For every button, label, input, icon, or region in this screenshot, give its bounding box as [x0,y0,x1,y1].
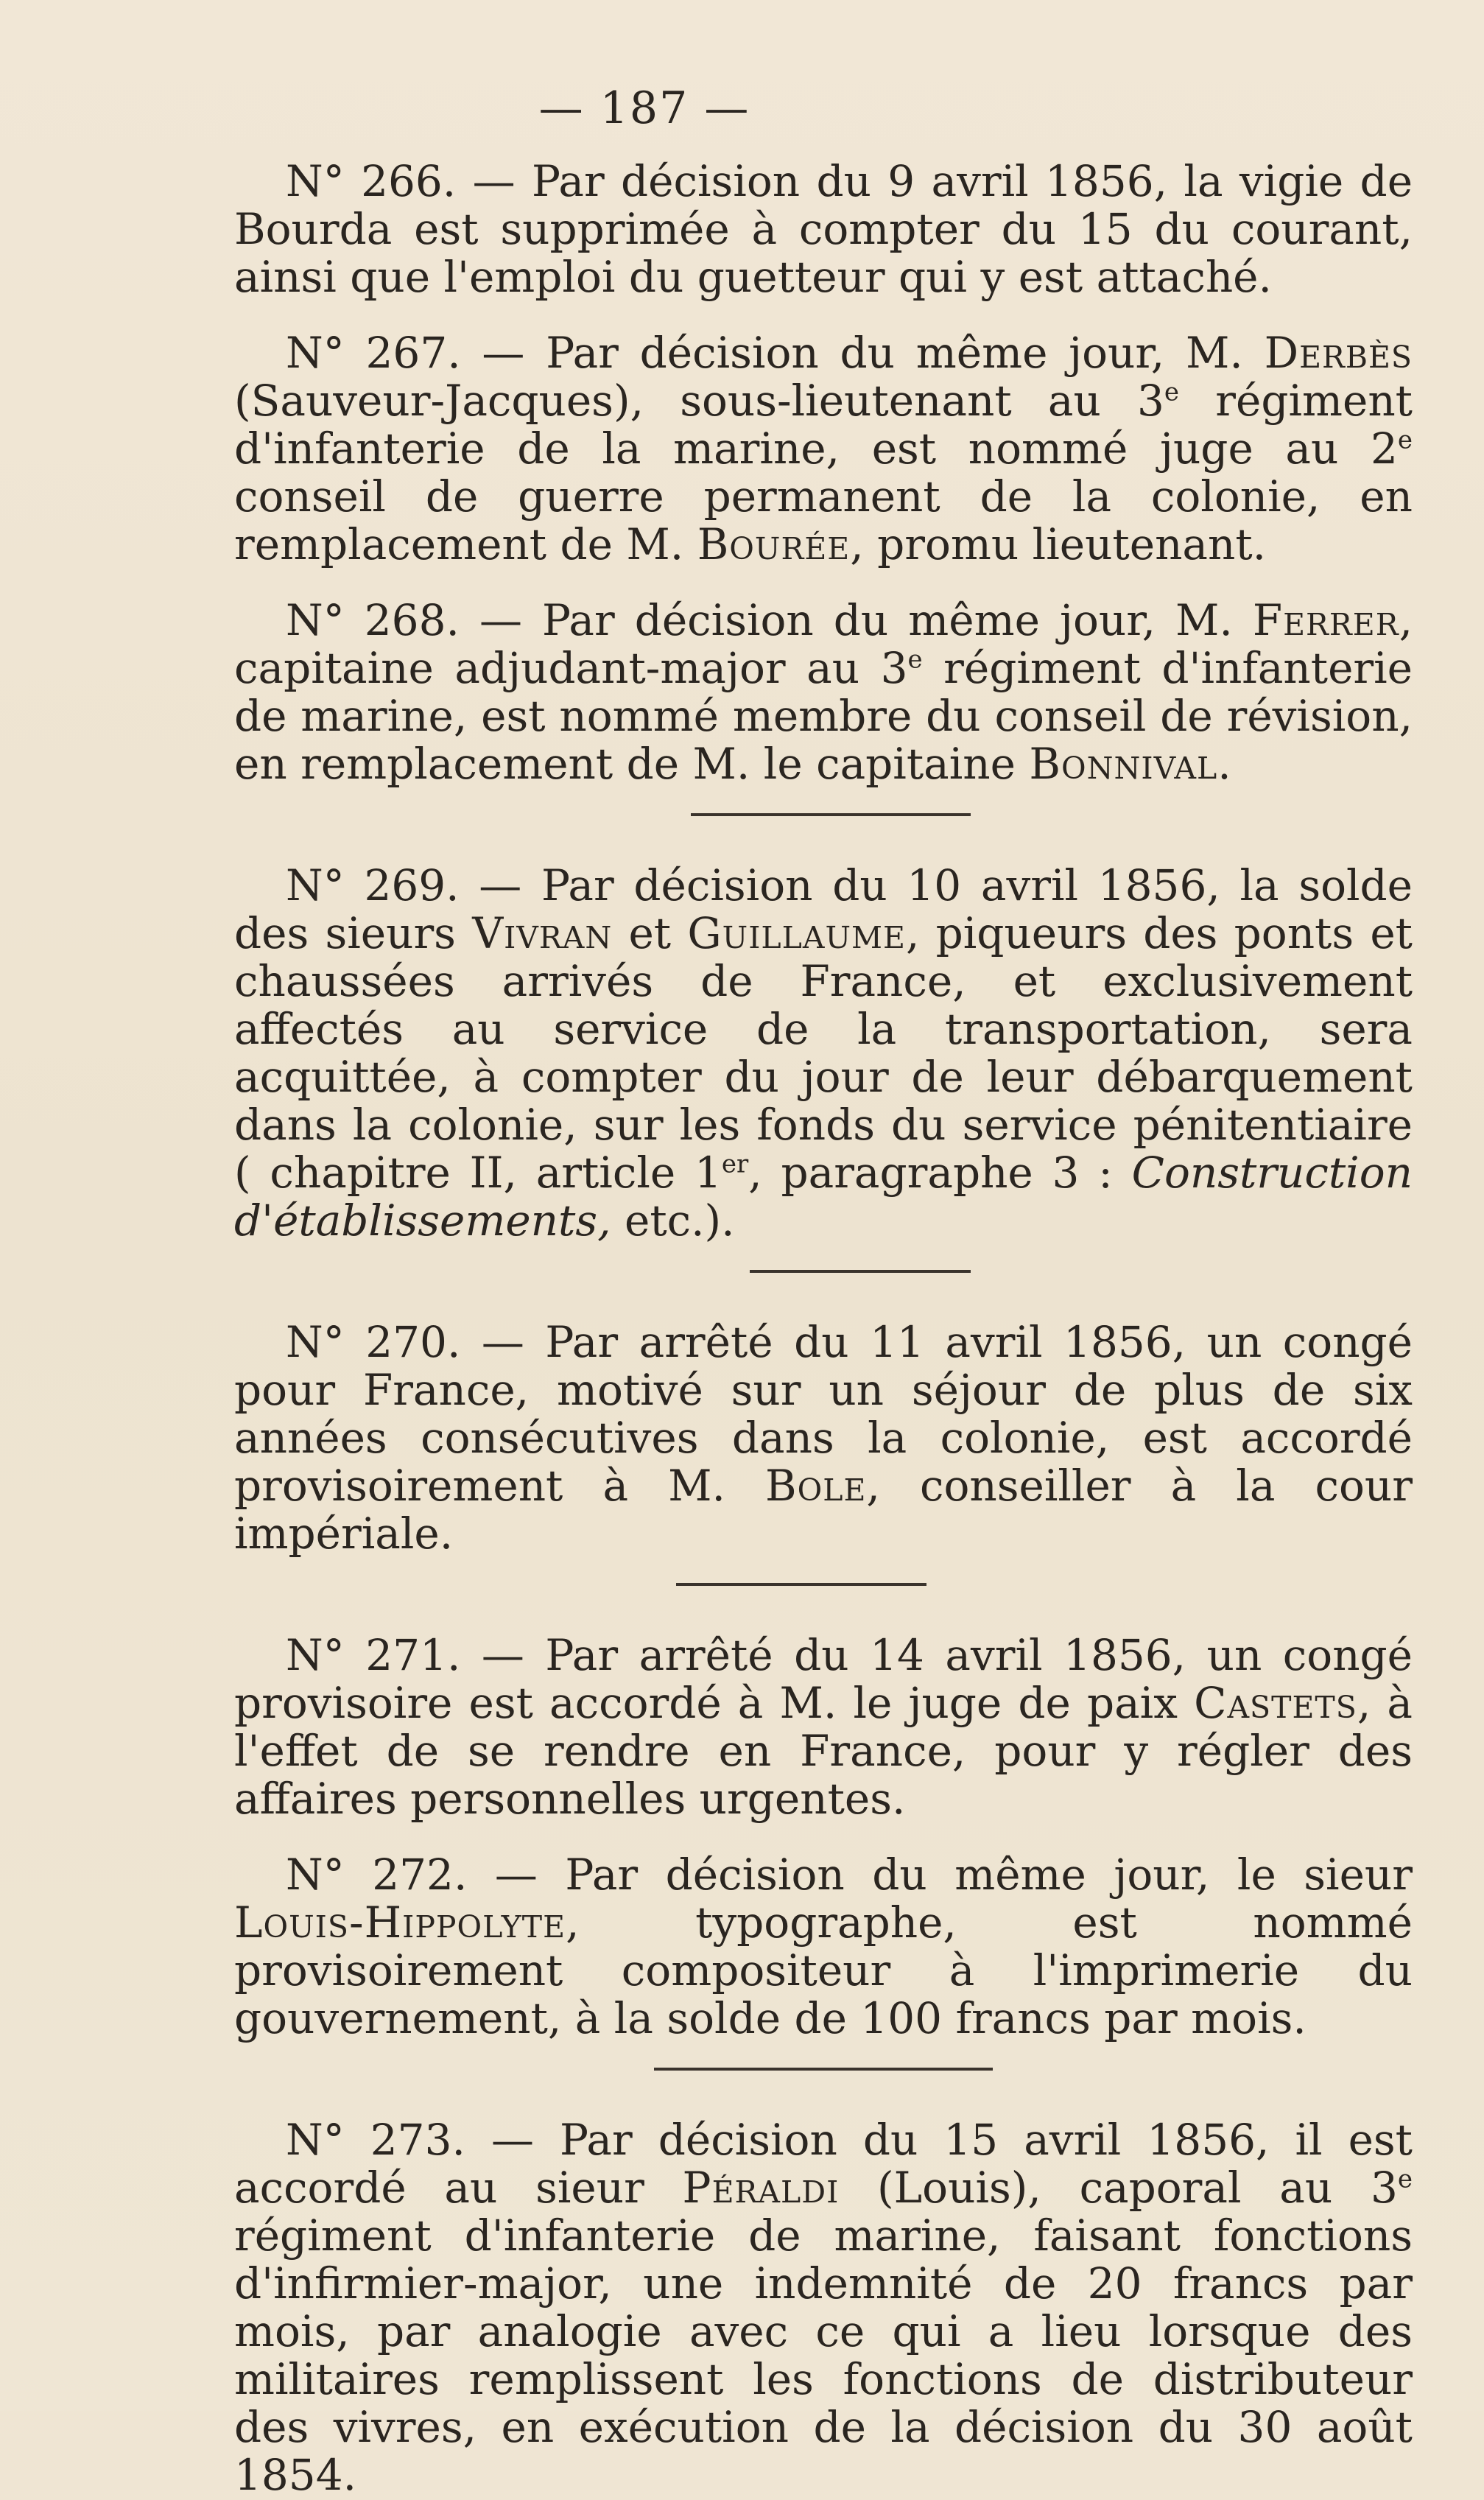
separator-rule [676,1583,926,1586]
person-name: Bonnival [1029,739,1218,789]
entry-number: N° 266. [286,156,457,206]
person-name: Bourée [697,519,851,569]
entry-number: N° 268. [286,595,460,645]
person-name: Derbès [1264,328,1413,378]
entry-270: N° 270. — Par arrêté du 11 avril 1856, un congé pour France, motivé sur un séjour de plus de six années consécutives dans la colonie, est accordé provisoirement à M. Bole, conseiller à la cour impériale. [234,1317,1413,1559]
entry-number: N° 267. [286,328,461,378]
person-name: Bole [765,1461,867,1511]
separator-rule [691,813,971,816]
entry-268: N° 268. — Par décision du même jour, M. Ferrer, capitaine adjudant-major au 3e régiment d'infanterie de marine, est nommé membre du conseil de révision, en remplacement de M. le capitaine Bonnival. [234,595,1413,789]
entry-273: N° 273. — Par décision du 15 avril 1856, il est accordé au sieur Péraldi (Louis), caporal au 3e régiment d'infanterie de marine, faisant fonctions d'infirmier-major, une indemnité de 20 francs par mois, par analogie avec ce qui a lieu lorsque des militaires remplissent les fonctions de distributeur des vivres, en exécution de la décision du 30 août 1854. [234,2115,1413,2500]
person-name: Castets [1194,1678,1357,1728]
entry-267: N° 267. — Par décision du même jour, M. Derbès (Sauveur-Jacques), sous-lieutenant au 3e régiment d'infanterie de la marine, est nommé juge au 2e conseil de guerre permanent de la colonie, en remplacement de M. Bourée, promu lieutenant. [234,328,1413,569]
person-name: Louis-Hippolyte [234,1897,566,1948]
italic-title: Construction d'établissements, [234,1148,1413,1246]
body-text [234,158,1413,2499]
entry-number: N° 269. [286,860,460,910]
person-name: Ferrer [1252,595,1399,645]
entry-266: N° 266. — Par décision du 9 avril 1856, la vigie de Bourda est supprimée à compter du 15 du courant, ainsi que l'emploi du guetteur qui y est attaché. [234,156,1413,302]
entry-number: N° 273. [286,2115,465,2165]
person-name: Vivran [472,908,613,958]
entry-269: N° 269. — Par décision du 10 avril 1856, la solde des sieurs Vivran et Guillaume, piqueurs des ponts et chaussées arrivés de France, et exclusivement affectés au service de la transportation, sera acquittée, à compter du jour de leur débarquement dans la colonie, sur les fonds du service pénitentiaire ( chapitre II, article 1er, paragraphe 3 : Construction d'établissements, etc.). [234,860,1413,1246]
entry-271: N° 271. — Par arrêté du 14 avril 1856, un congé provisoire est accordé à M. le juge de paix Castets, à l'effet de se rendre en France, pour y régler des affaires personnelles urgentes. [234,1630,1413,1824]
separator-rule [654,2068,993,2071]
person-name: Guillaume [687,908,906,958]
entry-number: N° 270. [286,1317,461,1367]
entry-number: N° 272. [286,1850,468,1900]
person-name: Péraldi [682,2163,840,2213]
page-number: — 187 — [538,82,750,134]
entry-number: N° 271. [286,1630,461,1680]
entry-272: N° 272. — Par décision du même jour, le sieur Louis-Hippolyte, typographe, est nommé provisoirement compositeur à l'imprimerie du gouvernement, à la solde de 100 francs par mois. [234,1850,1413,2043]
separator-rule [750,1270,971,1273]
